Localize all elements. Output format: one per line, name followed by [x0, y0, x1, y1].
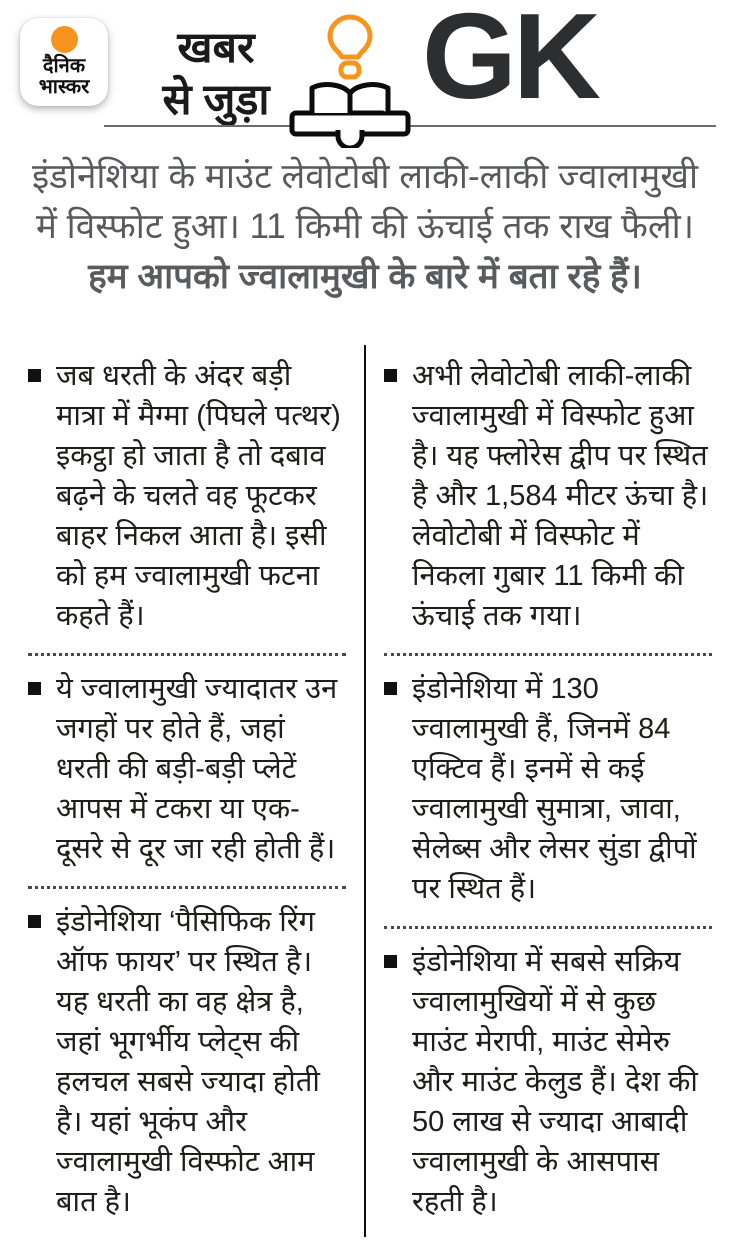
bullet-item	[384, 345, 712, 651]
dotted-divider	[28, 653, 346, 656]
content-columns	[28, 345, 712, 1237]
bhaskar-sun-icon	[51, 26, 78, 53]
tagline-line1: खबर	[177, 24, 255, 72]
intro-paragraph	[0, 152, 730, 302]
bullet-item	[28, 345, 346, 651]
dotted-divider	[384, 926, 712, 929]
dotted-divider	[28, 886, 346, 889]
gk-title: GK	[422, 0, 597, 124]
open-book-icon	[288, 82, 412, 148]
bullet-text: ये ज्वालामुखी ज्यादातर उन जगहों पर होते हैं, जहां धरती की बड़ी-बड़ी प्लेटें आपस में टकरा या एक-दूसरे से दूर जा रही होती हैं।	[56, 673, 338, 865]
bullet-square-icon	[384, 682, 397, 695]
logo-text	[39, 56, 90, 98]
bullet-text: इंडोनेशिया में सबसे सक्रिय ज्वालामुखियों में से कुछ माउंट मेरापी, माउंट सेमेरु और माउंट केलुड हैं। देश की 50 लाख से ज्यादा आबादी ज्वालामुखी के आसपास रहती है।	[412, 946, 698, 1218]
logo-line2: भास्कर	[38, 76, 90, 98]
bullet-text: इंडोनेशिया में 130 ज्वालामुखी हैं, जिनमें 84 एक्टिव हैं। इनमें से कई ज्वालामुखी सुमात्रा, जावा, सेलेब्स और लेसर सुंडा द्वीपों पर स्थित हैं।	[412, 673, 697, 905]
bullet-square-icon	[384, 369, 397, 382]
bullet-item	[384, 931, 712, 1237]
bullet-text: जब धरती के अंदर बड़ी मात्रा में मैग्मा (पिघले पत्थर) इकट्ठा हो जाता है तो दबाव बढ़ने के चलते वह फूटकर बाहर निकल आता है। इसी को हम ज्वालामुखी फटना कहते हैं।	[56, 360, 341, 632]
bullet-item	[28, 658, 346, 884]
dotted-divider	[384, 653, 712, 656]
bullet-item	[384, 658, 712, 924]
right-column	[384, 345, 712, 1237]
tagline-line2: से जुड़ा	[162, 76, 270, 124]
intro-highlight-line: हम आपको ज्वालामुखी के बारे में बता रहे हैं।	[88, 257, 642, 296]
column-divider	[364, 345, 366, 1237]
bullet-text: इंडोनेशिया ‘पैसिफिक रिंग ऑफ फायर’ पर स्थित है। यह धरती का वह क्षेत्र है, जहां भूगर्भीय प्लेट्स की हलचल सबसे ज्यादा होती है। यहां भूकंप और ज्वालामुखी विस्फोट आम बात है।	[56, 906, 320, 1218]
bullet-square-icon	[384, 955, 397, 968]
dainik-bhaskar-logo	[20, 18, 108, 106]
header-tagline	[118, 22, 314, 126]
bullet-square-icon	[28, 369, 41, 382]
intro-line1: इंडोनेशिया के माउंट लेवोटोबी लाकी-लाकी ज्वालामुखी	[31, 157, 699, 196]
bullet-square-icon	[28, 915, 41, 928]
idea-book-icon-group	[288, 14, 412, 148]
intro-line2: में विस्फोट हुआ। 11 किमी की ऊंचाई तक राख फैली।	[36, 207, 694, 246]
bullet-square-icon	[28, 682, 41, 695]
logo-line1: दैनिक	[42, 55, 86, 77]
lightbulb-icon	[324, 14, 376, 80]
bullet-item	[28, 891, 346, 1237]
left-column	[28, 345, 346, 1237]
bullet-text: अभी लेवोटोबी लाकी-लाकी ज्वालामुखी में विस्फोट हुआ है। यह फ्लोरेस द्वीप पर स्थित है और 1,584 मीटर ऊंचा है। लेवोटोबी में विस्फोट में निकला गुबार 11 किमी की ऊंचाई तक गया।	[412, 360, 709, 632]
